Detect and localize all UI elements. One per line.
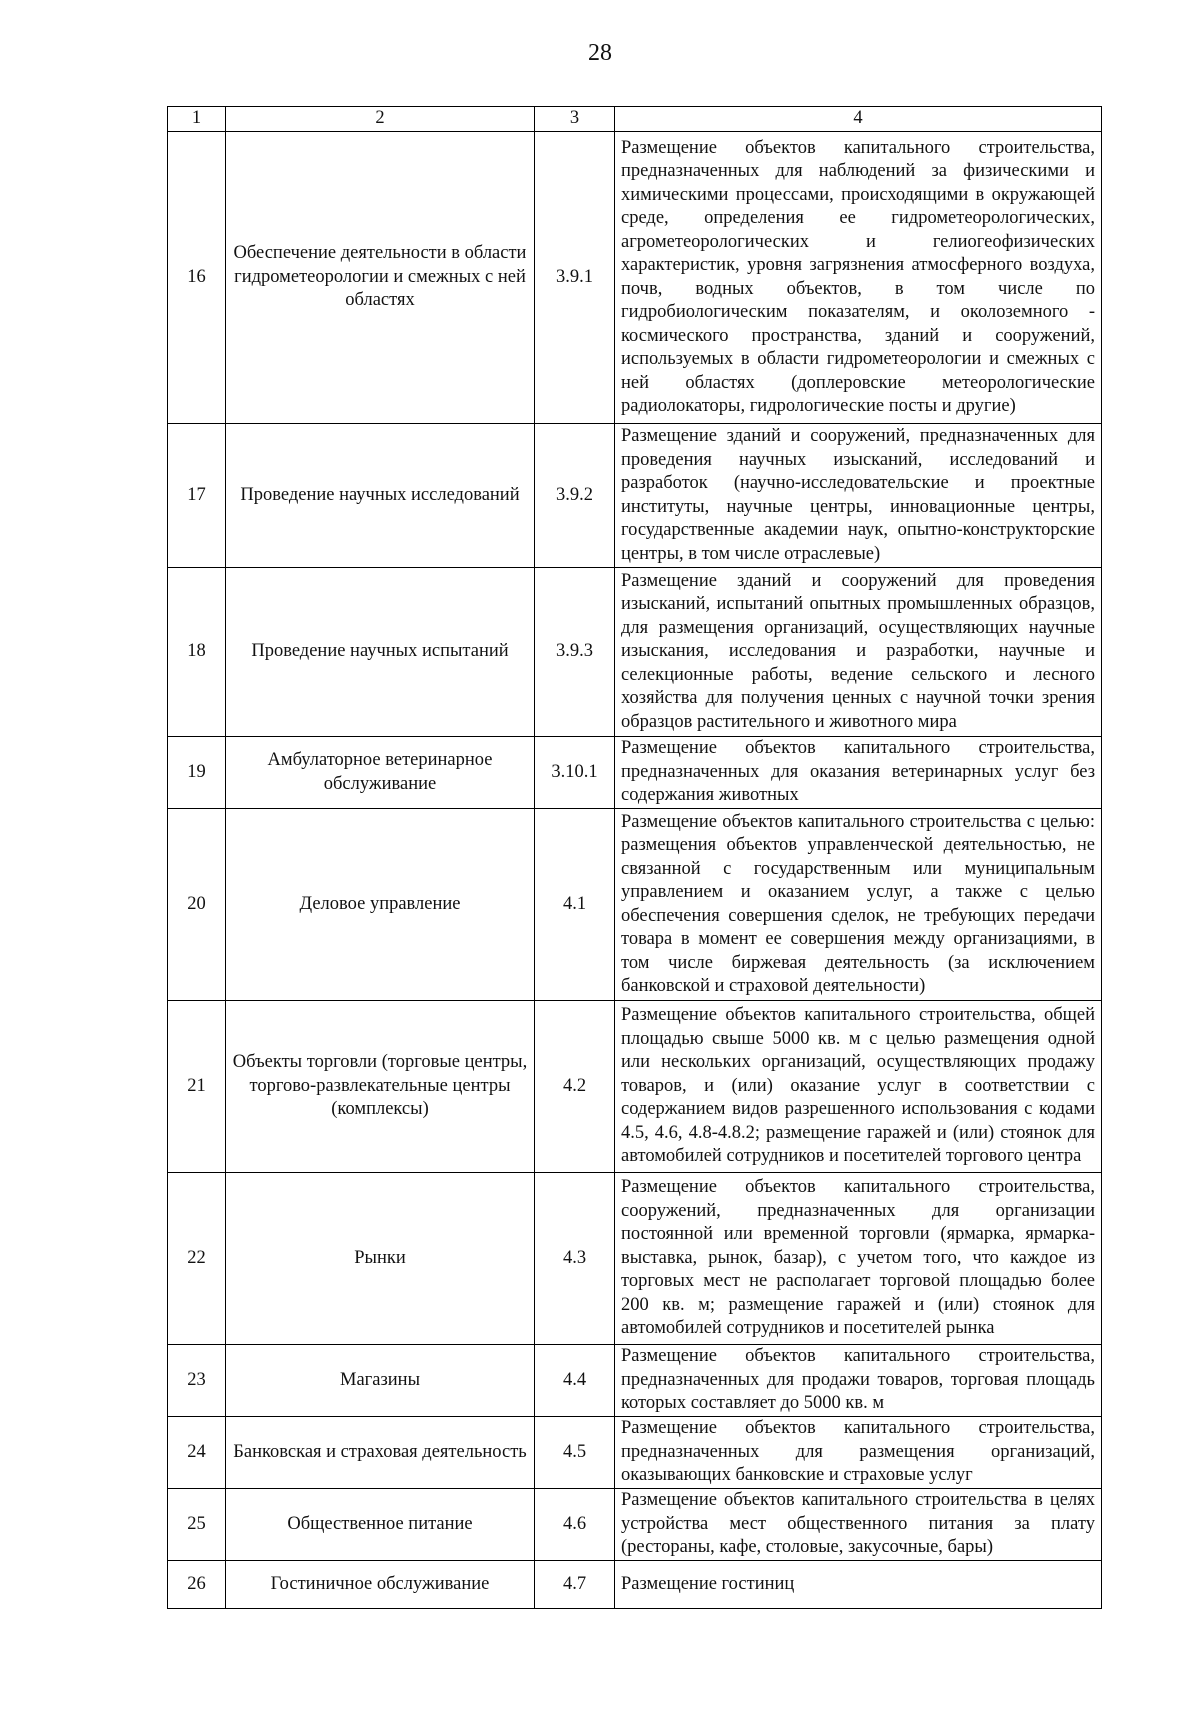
- row-code: 3.9.2: [535, 424, 615, 568]
- column-header-number: 1: [168, 107, 226, 132]
- row-number: 18: [168, 568, 226, 737]
- row-number: 24: [168, 1417, 226, 1489]
- row-number: 21: [168, 1001, 226, 1173]
- table-row: [168, 1173, 1102, 1345]
- row-name: Общественное питание: [226, 1489, 535, 1561]
- row-number: 20: [168, 809, 226, 1001]
- table-row: [168, 1001, 1102, 1173]
- row-description: Размещение объектов капитального строительства, общей площадью свыше 5000 кв. м с целью размещения одной или нескольких организаций, осуществляющих продажу товаров, и (или) оказание услуг в соответствии с содержанием видов разрешенного использования с кодами 4.5, 4.6, 4.8-4.8.2; размещение гаражей и (или) стоянок для автомобилей сотрудников и посетителей торгового центра: [615, 1001, 1102, 1173]
- row-description: Размещение объектов капитального строительства, предназначенных для продажи товаров, торговая площадь которых составляет до 5000 кв. м: [615, 1345, 1102, 1417]
- row-description: Размещение объектов капитального строительства, сооружений, предназначенных для организации постоянной или временной торговли (ярмарка, ярмарка-выставка, рынок, базар), с учетом того, что каждое из торговых мест не располагает торговой площадью более 200 кв. м; размещение гаражей и (или) стоянок для автомобилей сотрудников и посетителей рынка: [615, 1173, 1102, 1345]
- row-number: 25: [168, 1489, 226, 1561]
- row-code: 4.1: [535, 809, 615, 1001]
- table-row: [168, 737, 1102, 809]
- page-number: 28: [588, 40, 612, 66]
- row-code: 3.9.3: [535, 568, 615, 737]
- row-name: Банковская и страховая деятельность: [226, 1417, 535, 1489]
- row-description: Размещение объектов капитального строительства, предназначенных для размещения организаций, оказывающих банковские и страховые услуг: [615, 1417, 1102, 1489]
- row-description: Размещение гостиниц: [615, 1561, 1102, 1609]
- row-name: Объекты торговли (торговые центры, торгово-развлекательные центры (комплексы): [226, 1001, 535, 1173]
- row-code: 4.3: [535, 1173, 615, 1345]
- table-row: [168, 809, 1102, 1001]
- row-name: Амбулаторное ветеринарное обслуживание: [226, 737, 535, 809]
- row-code: 3.9.1: [535, 132, 615, 424]
- row-number: 22: [168, 1173, 226, 1345]
- row-name: Деловое управление: [226, 809, 535, 1001]
- row-description: Размещение объектов капитального строительства, предназначенных для оказания ветеринарных услуг без содержания животных: [615, 737, 1102, 809]
- land-use-table: [167, 106, 1102, 1609]
- table-header-row: [168, 107, 1102, 132]
- table-row: [168, 1345, 1102, 1417]
- row-description: Размещение объектов капитального строительства, предназначенных для наблюдений за физическими и химическими процессами, происходящими в окружающей среде, определения ее гидрометеорологических, агрометеорологических и гелиогеофизических характеристик, уровня загрязнения атмосферного воздуха, почв, водных объектов, в том числе по гидробиологическим показателям, и околоземного - космического пространства, зданий и сооружений, используемых в области гидрометеорологии и смежных с ней областях (доплеровские метеорологические радиолокаторы, гидрологические посты и другие): [615, 132, 1102, 424]
- column-header-code: 3: [535, 107, 615, 132]
- row-number: 16: [168, 132, 226, 424]
- row-code: 4.2: [535, 1001, 615, 1173]
- row-number: 19: [168, 737, 226, 809]
- column-header-description: 4: [615, 107, 1102, 132]
- table-row: [168, 1561, 1102, 1609]
- row-description: Размещение объектов капитального строительства в целях устройства мест общественного питания за плату (рестораны, кафе, столовые, закусочные, бары): [615, 1489, 1102, 1561]
- table-row: [168, 424, 1102, 568]
- table-row: [168, 1489, 1102, 1561]
- row-code: 4.4: [535, 1345, 615, 1417]
- row-description: Размещение зданий и сооружений для проведения изысканий, испытаний опытных промышленных образцов, для размещения организаций, осуществляющих научные изыскания, исследования и разработки, научные и селекционные работы, ведение сельского и лесного хозяйства для получения ценных с научной точки зрения образцов растительного и животного мира: [615, 568, 1102, 737]
- row-number: 26: [168, 1561, 226, 1609]
- row-code: 4.5: [535, 1417, 615, 1489]
- row-code: 4.7: [535, 1561, 615, 1609]
- row-name: Проведение научных испытаний: [226, 568, 535, 737]
- row-code: 3.10.1: [535, 737, 615, 809]
- table-row: [168, 1417, 1102, 1489]
- row-name: Проведение научных исследований: [226, 424, 535, 568]
- table-row: [168, 568, 1102, 737]
- row-description: Размещение объектов капитального строительства с целью: размещения объектов управленческой деятельностью, не связанной с государственным или муниципальным управлением и оказанием услуг, а также с целью обеспечения совершения сделок, не требующих передачи товара в момент ее совершения между организациями, в том числе биржевая деятельность (за исключением банковской и страховой деятельности): [615, 809, 1102, 1001]
- row-name: Рынки: [226, 1173, 535, 1345]
- row-name: Гостиничное обслуживание: [226, 1561, 535, 1609]
- column-header-name: 2: [226, 107, 535, 132]
- row-name: Магазины: [226, 1345, 535, 1417]
- row-number: 17: [168, 424, 226, 568]
- row-code: 4.6: [535, 1489, 615, 1561]
- row-number: 23: [168, 1345, 226, 1417]
- row-name: Обеспечение деятельности в области гидрометеорологии и смежных с ней областях: [226, 132, 535, 424]
- table-row: [168, 132, 1102, 424]
- row-description: Размещение зданий и сооружений, предназначенных для проведения научных изысканий, исследований и разработок (научно-исследовательские и проектные институты, научные центры, инновационные центры, государственные академии наук, опытно-конструкторские центры, в том числе отраслевые): [615, 424, 1102, 568]
